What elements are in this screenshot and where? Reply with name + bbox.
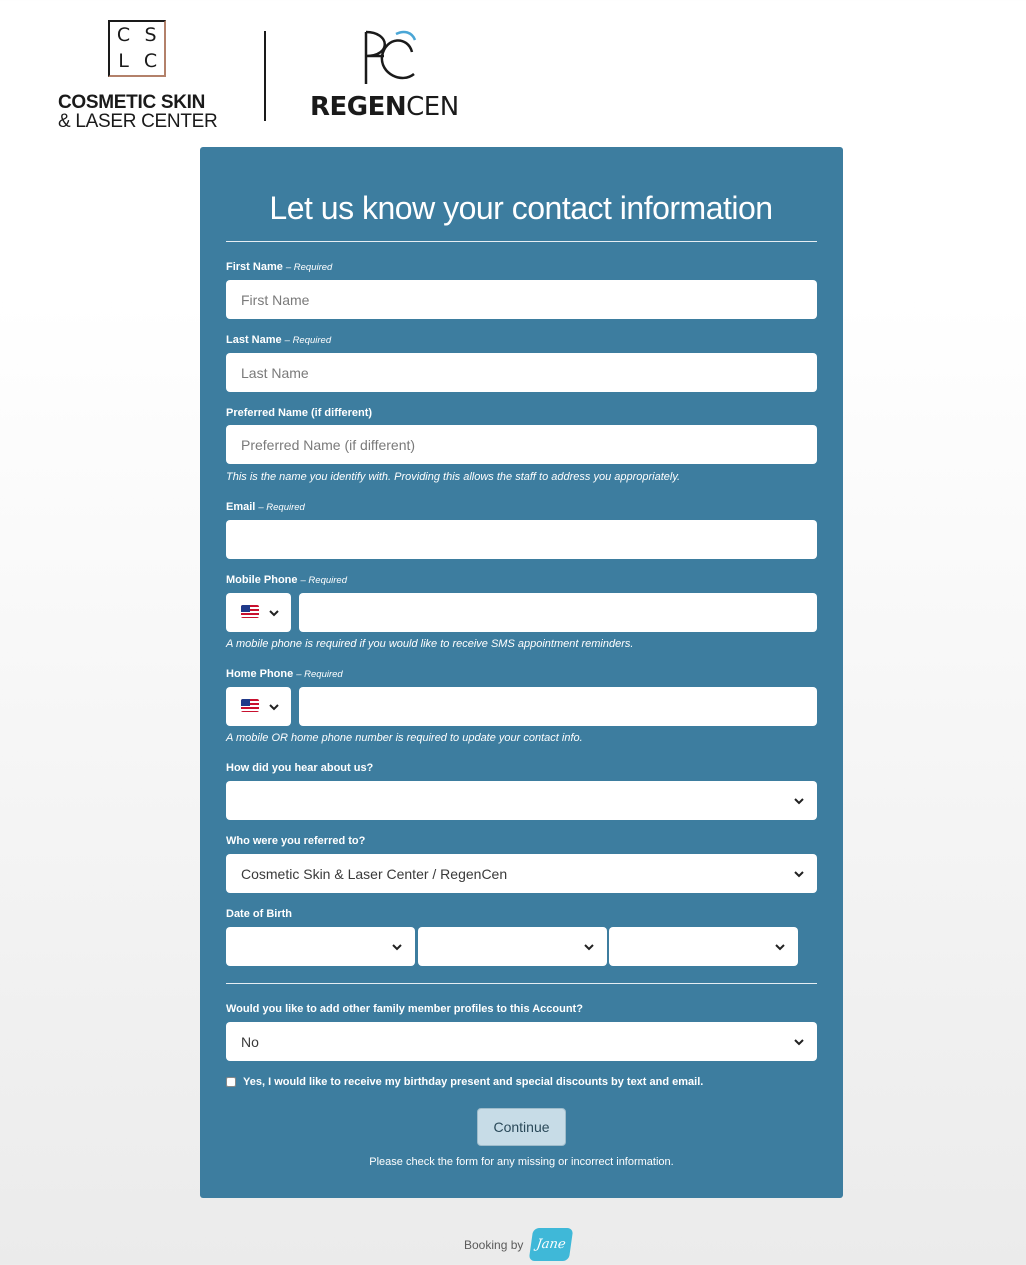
email-label-text: Email [226, 501, 256, 513]
preferred-name-input[interactable] [226, 425, 817, 464]
last-name-placeholder: Last Name [241, 364, 309, 381]
referred-to-value: Cosmetic Skin & Laser Center / RegenCen [241, 865, 508, 882]
monogram-letter: L [118, 50, 129, 73]
form-error-message: Please check the form for any missing or incorrect information. [369, 1156, 674, 1168]
chevron-down-icon [793, 1036, 805, 1048]
cslc-monogram-logo [108, 20, 166, 77]
mobile-phone-label [226, 574, 347, 586]
brand-header [0, 0, 1026, 140]
home-phone-label [226, 668, 343, 680]
cslc-wordmark-line2: & LASER CENTER [58, 111, 218, 132]
home-phone-input[interactable] [299, 687, 817, 726]
dob-day-select[interactable] [418, 927, 607, 966]
cslc-wordmark [58, 93, 228, 132]
chevron-down-icon [793, 868, 805, 880]
chevron-down-icon [774, 941, 786, 953]
us-flag-icon [241, 699, 259, 712]
last-name-label [226, 334, 331, 346]
us-flag-icon [241, 605, 259, 618]
dob-label-text: Date of Birth [226, 908, 292, 920]
monogram-letter: C [143, 50, 158, 73]
dob-year-select[interactable] [609, 927, 798, 966]
jane-logo-text: Jane [535, 1237, 567, 1252]
preferred-name-placeholder: Preferred Name (if different) [241, 436, 416, 453]
first-name-placeholder: First Name [241, 291, 310, 308]
monogram-letter: C [116, 23, 131, 46]
regencen-wordmark-light: CEN [406, 92, 459, 122]
family-label-text: Would you like to add other family member profiles to this Account? [226, 1003, 583, 1015]
consent-checkbox[interactable] [226, 1077, 236, 1087]
family-value: No [241, 1033, 259, 1050]
continue-button[interactable]: Continue [477, 1108, 566, 1146]
home-phone-label-text: Home Phone [226, 668, 294, 680]
page-title: Let us know your contact information [269, 190, 773, 226]
chevron-down-icon [268, 607, 280, 619]
booking-by-text: Booking by [464, 1238, 524, 1252]
email-label [226, 501, 305, 513]
first-name-input[interactable] [226, 280, 817, 319]
mobile-phone-help: A mobile phone is required if you would like to receive SMS appointment reminders. [226, 638, 634, 650]
section-divider [226, 983, 817, 984]
chevron-down-icon [583, 941, 595, 953]
required-tag: – Required [258, 502, 305, 513]
last-name-input[interactable] [226, 353, 817, 392]
mobile-phone-input[interactable] [299, 593, 817, 632]
required-tag: – Required [284, 335, 332, 346]
hear-about-label [226, 762, 373, 774]
chevron-down-icon [268, 701, 280, 713]
title-divider [226, 241, 817, 242]
referred-to-select[interactable] [226, 854, 817, 893]
first-name-label [226, 261, 332, 273]
cslc-wordmark-line1: COSMETIC SKIN [58, 92, 206, 113]
hear-about-select[interactable] [226, 781, 817, 820]
chevron-down-icon [391, 941, 403, 953]
required-tag: – Required [300, 575, 347, 586]
monogram-letter: S [144, 23, 157, 46]
referred-to-label [226, 835, 365, 847]
regencen-wordmark-bold: REGEN [310, 92, 407, 122]
preferred-name-label-text: Preferred Name (if different) [226, 407, 373, 419]
home-phone-help: A mobile OR home phone number is required to update your contact info. [226, 732, 583, 744]
dob-month-select[interactable] [226, 927, 415, 966]
home-country-select[interactable] [226, 687, 291, 726]
hear-about-label-text: How did you hear about us? [226, 762, 374, 774]
required-tag: – Required [296, 669, 343, 680]
family-label [226, 1003, 583, 1015]
email-input[interactable] [226, 520, 817, 559]
chevron-down-icon [793, 795, 805, 807]
dob-label [226, 908, 292, 920]
required-tag: – Required [285, 262, 333, 273]
mobile-country-select[interactable] [226, 593, 291, 632]
regencen-wordmark [310, 92, 459, 122]
preferred-name-label [226, 407, 372, 419]
referred-to-label-text: Who were you referred to? [226, 835, 366, 847]
logo-divider [264, 31, 266, 121]
first-name-label-text: First Name [226, 261, 283, 273]
preferred-name-help: This is the name you identify with. Providing this allows the staff to address you appropriately. [226, 471, 681, 483]
consent-label[interactable]: Yes, I would like to receive my birthday present and special discounts by text and email. [243, 1076, 704, 1088]
regencen-mark-logo [358, 28, 420, 86]
mobile-phone-label-text: Mobile Phone [226, 574, 298, 586]
last-name-label-text: Last Name [226, 334, 282, 346]
jane-logo[interactable] [529, 1228, 574, 1261]
family-select[interactable] [226, 1022, 817, 1061]
